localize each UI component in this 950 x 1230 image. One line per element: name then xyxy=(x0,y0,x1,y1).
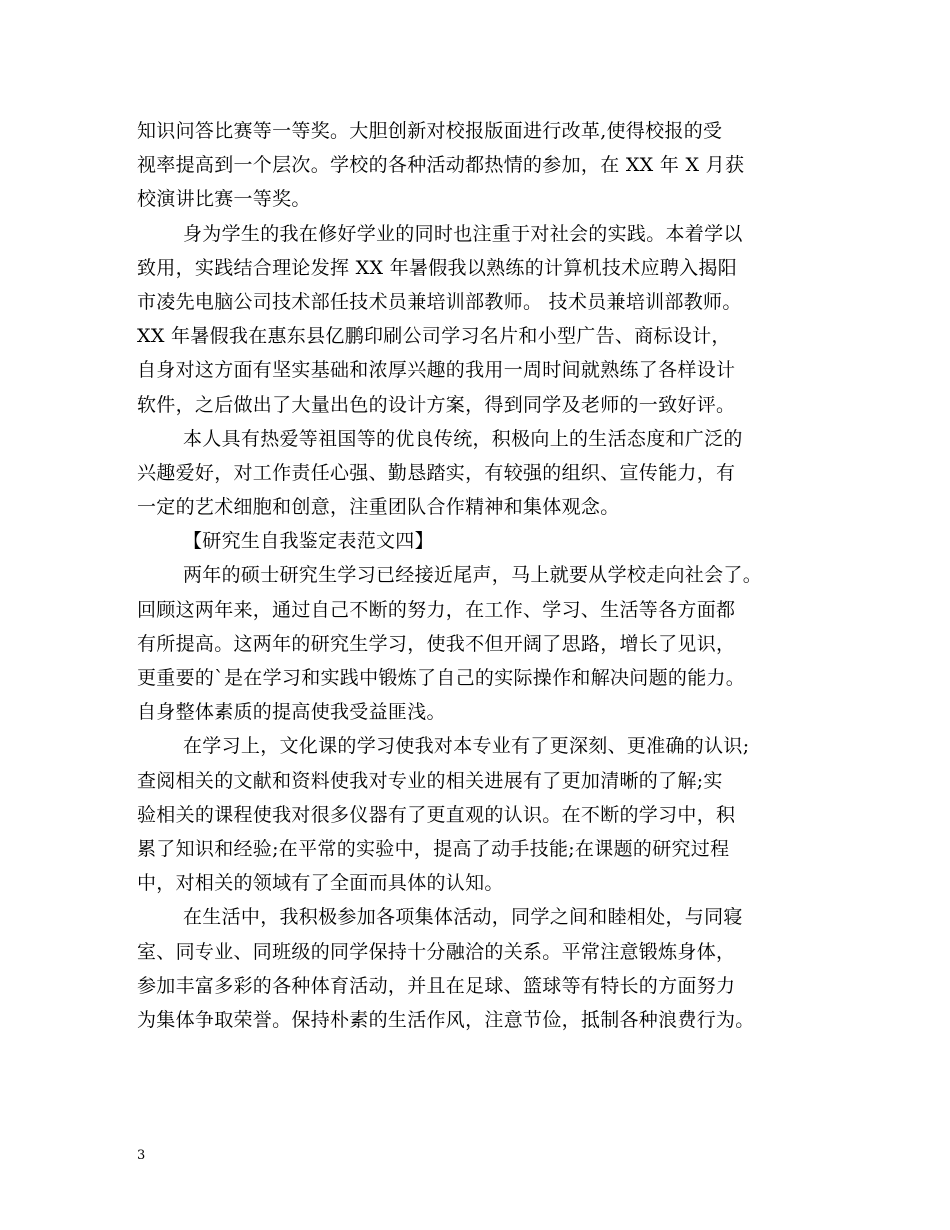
text-line: 视率提高到一个层次。学校的各种活动都热情的参加，在 XX 年 X 月获 xyxy=(137,154,745,177)
text-line: 更重要的`是在学习和实践中锻炼了自己的实际操作和解决问题的能力。 xyxy=(137,667,746,689)
text-line: 自身整体素质的提高使我受益匪浅。 xyxy=(137,701,446,724)
section-heading: 【研究生自我鉴定表范文四】 xyxy=(183,530,434,553)
text-line: 两年的硕士研究生学习已经接近尾声，马上就要从学校走向社会了。 xyxy=(183,564,763,587)
text-line: 市凌先电脑公司技术部任技术员兼培训部教师。 技术员兼培训部教师。 xyxy=(137,290,742,313)
text-line: 致用，实践结合理论发挥 XX 年暑假我以熟练的计算机技术应聘入揭阳 xyxy=(137,256,738,279)
text-line: 中，对相关的领域有了全面而具体的认知。 xyxy=(137,872,504,895)
text-line: 查阅相关的文献和资料使我对专业的相关进展有了更加清晰的了解;实 xyxy=(137,769,723,792)
text-line: 参加丰富多彩的各种体育活动，并且在足球、篮球等有特长的方面努力 xyxy=(137,974,736,997)
text-line: 在生活中，我积极参加各项集体活动，同学之间和睦相处，与同寝 xyxy=(183,906,743,929)
text-line: 为集体争取荣誉。保持朴素的生活作风，注意节俭，抵制各种浪费行为。 xyxy=(137,1008,755,1031)
text-line: 本人具有热爱等祖国等的优良传统，积极向上的生活态度和广泛的 xyxy=(183,427,743,450)
text-line: 知识问答比赛等一等奖。大胆创新对校报版面进行改革,使得校报的受 xyxy=(137,120,723,142)
text-line: 兴趣爱好，对工作责任心强、勤恳踏实，有较强的组织、宣传能力，有 xyxy=(137,461,736,484)
text-line: 回顾这两年来，通过自己不断的努力，在工作、学习、生活等各方面都 xyxy=(137,598,736,621)
text-line: 在学习上，文化课的学习使我对本专业有了更深刻、更准确的认识; xyxy=(183,735,750,758)
text-line: 室、同专业、同班级的同学保持十分融洽的关系。平常注意锻炼身体， xyxy=(137,940,736,963)
page-number: 3 xyxy=(137,1148,146,1163)
text-line: 累了知识和经验;在平常的实验中，提高了动手技能;在课题的研究过程 xyxy=(137,837,730,860)
text-line: 校演讲比赛一等奖。 xyxy=(137,188,311,211)
document-body xyxy=(137,114,827,1037)
text-line: 一定的艺术细胞和创意，注重团队合作精神和集体观念。 xyxy=(137,496,620,519)
text-line: XX 年暑假我在惠东县亿鹏印刷公司学习名片和小型广告、商标设计， xyxy=(137,325,731,348)
text-line: 有所提高。这两年的研究生学习，使我不但开阔了思路，增长了见识， xyxy=(137,632,736,655)
text-line: 软件，之后做出了大量出色的设计方案，得到同学及老师的一致好评。 xyxy=(137,393,736,416)
text-line: 自身对这方面有坚实基础和浓厚兴趣的我用一周时间就熟练了各样设计 xyxy=(137,359,736,382)
text-line: 身为学生的我在修好学业的同时也注重于对社会的实践。本着学以 xyxy=(183,222,743,245)
text-line: 验相关的课程使我对很多仪器有了更直观的认识。在不断的学习中，积 xyxy=(137,803,736,826)
